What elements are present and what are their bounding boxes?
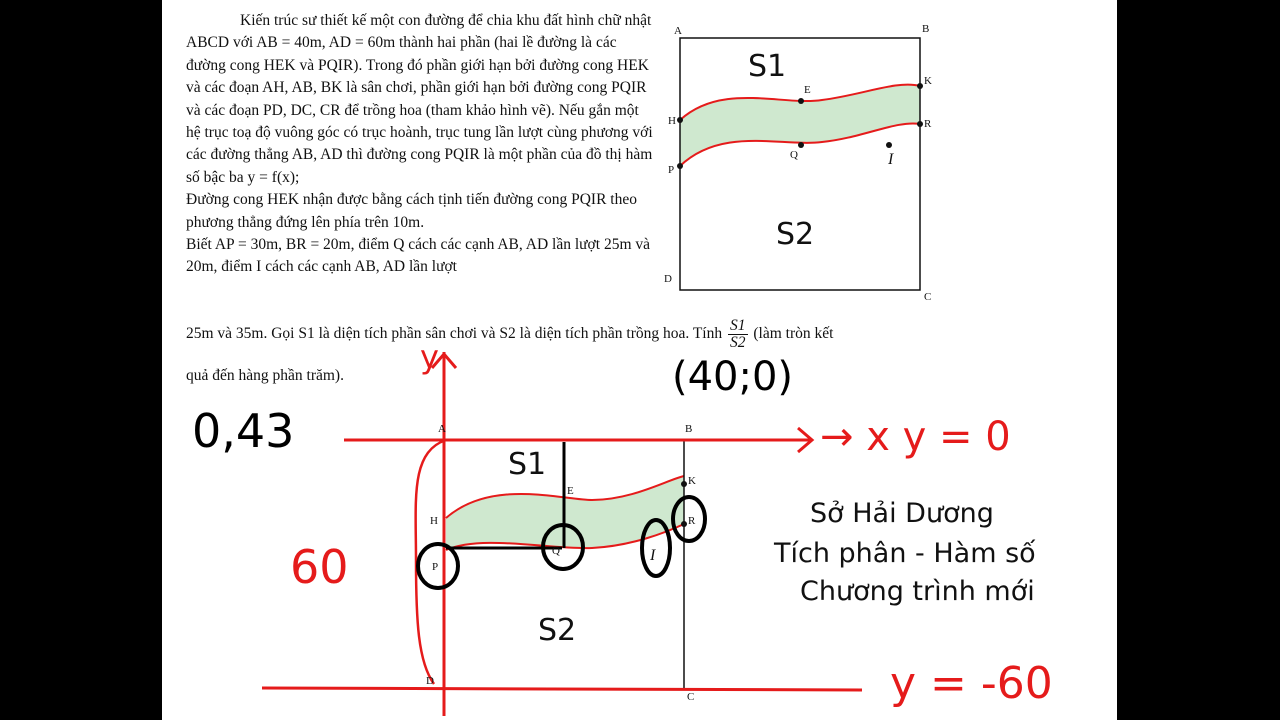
fraction-denominator: S2 (730, 334, 746, 351)
road-band-1 (680, 85, 920, 166)
height-annotation: 60 (290, 540, 349, 594)
label-R-2: R (688, 515, 696, 527)
label-H-2: H (430, 515, 438, 527)
label-H-1: H (668, 115, 676, 127)
label-A-2: A (438, 423, 446, 435)
fraction-numerator: S1 (730, 317, 746, 334)
rounding-note: (làm tròn kết (753, 325, 834, 343)
label-I-1: I (888, 151, 894, 168)
label-K-2: K (688, 475, 696, 487)
axis-label-y: y (420, 338, 439, 376)
problem-paragraph-2: Đường cong HEK nhận được bằng cách tịnh tiến đường cong PQIR theo phương thẳng đứng lên phía trên 10m. (186, 191, 637, 231)
answer-annotation: 0,43 (192, 404, 295, 458)
label-C-2: C (687, 691, 695, 703)
rectangle-ABCD-1 (680, 38, 920, 290)
label-B-2: B (685, 423, 693, 435)
label-D-1: D (664, 273, 672, 285)
figure-2 (262, 352, 862, 716)
caption-topic: Tích phân - Hàm số (774, 538, 1036, 569)
region-S2-1: S2 (776, 217, 815, 252)
label-D-2: D (426, 675, 434, 687)
label-A-1: A (674, 25, 682, 37)
label-K-1: K (924, 75, 932, 87)
problem-paragraph-3: Biết AP = 30m, BR = 20m, điểm Q cách các cạnh AB, AD lần lượt 25m và 20m, điểm I cách các cạnh AB, AD lần lượt (186, 236, 651, 276)
label-Q-1: Q (790, 149, 798, 161)
caption-source: Sở Hải Dương (810, 498, 994, 529)
label-R-1: R (924, 118, 932, 130)
line-y0-annotation: → x y = 0 (820, 414, 1011, 460)
document-page (162, 0, 1117, 720)
caption-program: Chương trình mới (800, 576, 1035, 607)
label-P-1: P (668, 164, 675, 176)
label-P-2: P (432, 561, 439, 573)
label-E-1: E (804, 84, 811, 96)
region-S1-2: S1 (508, 447, 547, 482)
point-B-coordinates: (40;0) (672, 354, 794, 400)
problem-paragraph-1: Kiến trúc sư thiết kế một con đường để chia khu đất hình chữ nhật ABCD với AB = 40m, AD = 60m thành hai phần (hai lề đường là các đường cong HEK và PQIR). Trong đó phần giới hạn bởi đường cong HEK và các đoạn AH, AB, BK là sân chơi, phần giới hạn bởi đường cong PQIR và các đoạn PD, DC, CR để trồng hoa (tham khảo hình vẽ). Nếu gắn một hệ trục toạ độ vuông góc có trục hoành, trục tung lần lượt cùng phương với các đường thẳng AB, AD thì đường cong PQIR là một phần của đồ thị hàm số bậc ba y = f(x); (186, 12, 653, 186)
region-S1-1: S1 (748, 49, 787, 84)
label-I-2: I (650, 547, 656, 564)
line-y-minus-60 (262, 688, 862, 690)
figures-canvas (162, 0, 1117, 720)
figure-1 (664, 23, 932, 303)
label-Q-2: Q (552, 545, 560, 557)
rounding-note-end: quả đến hàng phần trăm). (186, 367, 344, 384)
line-y-minus-60-annotation: y = -60 (890, 658, 1053, 709)
region-S2-2: S2 (538, 613, 577, 648)
label-B-1: B (922, 23, 930, 35)
label-E-2: E (567, 485, 574, 497)
label-C-1: C (924, 291, 932, 303)
question-text: 25m và 35m. Gọi S1 là diện tích phần sân chơi và S2 là diện tích phần trồng hoa. Tính (186, 325, 723, 343)
